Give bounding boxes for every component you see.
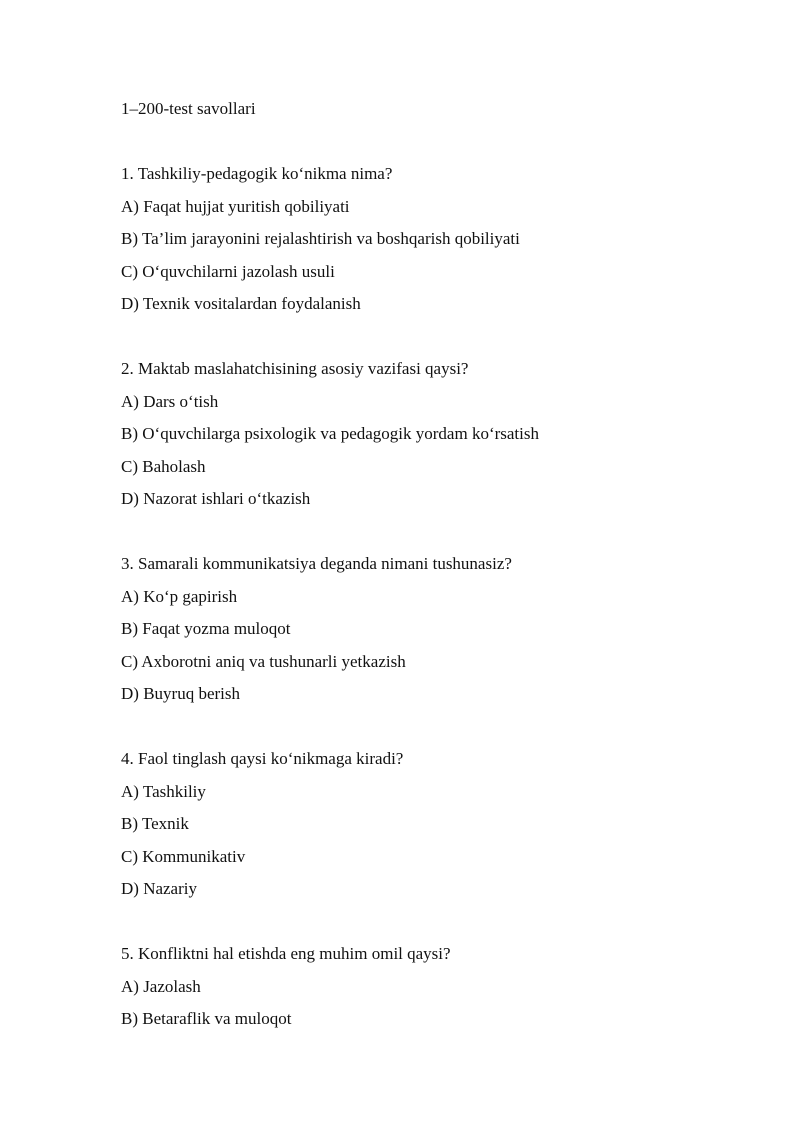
question-text: 2. Maktab maslahatchisining asosiy vazifasi qaysi?	[121, 359, 469, 378]
question-text: 5. Konfliktni hal etishda eng muhim omil qaysi?	[121, 944, 451, 963]
answer-option-d: D) Nazorat ishlari o‘tkazish	[121, 489, 311, 508]
answer-option-b: B) Texnik	[121, 814, 189, 833]
document-body	[121, 96, 741, 1071]
answer-option-c: C) Axborotni aniq va tushunarli yetkazish	[121, 651, 406, 671]
question-5	[121, 941, 741, 1039]
answer-option-c: C) O‘quvchilarni jazolash usuli	[121, 261, 335, 281]
question-text: 4. Faol tinglash qaysi ko‘nikmaga kiradi?	[121, 749, 404, 768]
document-title: 1–200-test savollari	[121, 99, 256, 118]
answer-option-b: B) O‘quvchilarga psixologik va pedagogik yordam ko‘rsatish	[121, 424, 539, 443]
answer-option-b: B) Faqat yozma muloqot	[121, 619, 291, 638]
answer-option-d: D) Texnik vositalardan foydalanish	[121, 294, 361, 313]
answer-option-c: C) Baholash	[121, 456, 206, 476]
question-text: 3. Samarali kommunikatsiya deganda nimani tushunasiz?	[121, 554, 512, 573]
answer-option-a: A) Ko‘p gapirish	[121, 586, 238, 606]
answer-option-b: B) Ta’lim jarayonini rejalashtirish va boshqarish qobiliyati	[121, 229, 520, 248]
answer-option-d: D) Nazariy	[121, 879, 197, 898]
question-4	[121, 746, 741, 909]
answer-option-b: B) Betaraflik va muloqot	[121, 1009, 292, 1028]
question-3	[121, 551, 741, 714]
answer-option-c: C) Kommunikativ	[121, 846, 246, 866]
answer-option-a: A) Jazolash	[121, 976, 201, 996]
answer-option-a: A) Dars o‘tish	[121, 391, 219, 411]
answer-option-d: D) Buyruq berish	[121, 684, 240, 703]
question-2	[121, 356, 741, 519]
answer-option-a: A) Tashkiliy	[121, 781, 206, 801]
question-1	[121, 161, 741, 324]
question-text: 1. Tashkiliy-pedagogik ko‘nikma nima?	[121, 164, 393, 183]
answer-option-a: A) Faqat hujjat yuritish qobiliyati	[121, 196, 350, 216]
